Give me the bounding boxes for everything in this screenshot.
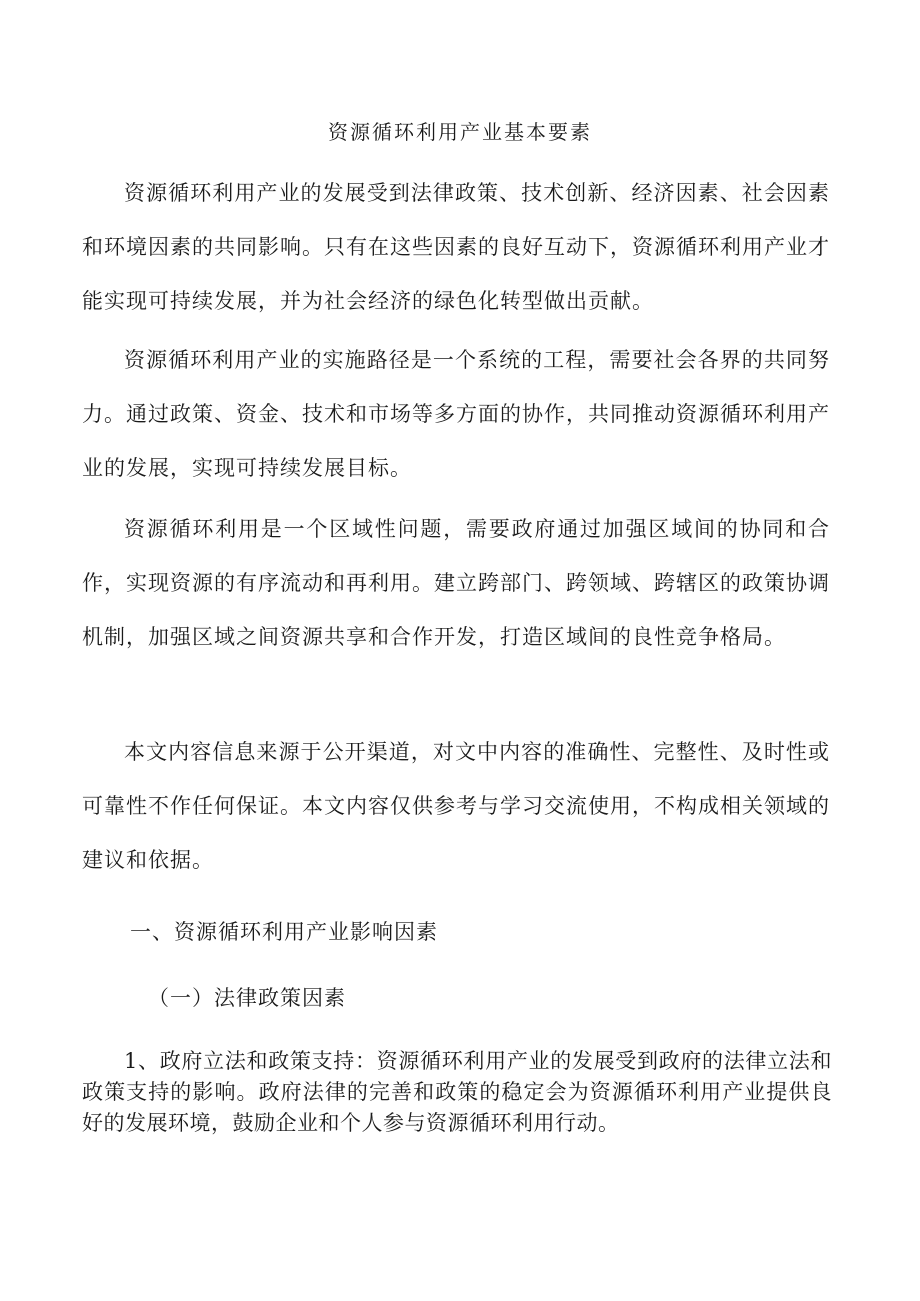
subsection-heading: （一）法律政策因素 — [148, 986, 346, 1010]
document-title: 资源循环利用产业基本要素 — [328, 120, 592, 144]
section-heading: 一、资源循环利用产业影响因素 — [130, 920, 438, 944]
paragraph-disclaimer: 本文内容信息来源于公开渠道，对文中内容的准确性、完整性、及时性或可靠性不作任何保证。本文内容仅供参考与学习交流使用，不构成相关领域的建议和依据。 — [82, 740, 830, 872]
paragraph-influencing-factors: 资源循环利用产业的发展受到法律政策、技术创新、经济因素、社会因素和环境因素的共同影响。只有在这些因素的良好互动下，资源循环利用产业才能实现可持续发展，并为社会经济的绿色化转型做出贡献。 — [82, 181, 830, 313]
paragraph-implementation-path: 资源循环利用产业的实施路径是一个系统的工程，需要社会各界的共同努力。通过政策、资金、技术和市场等多方面的协作，共同推动资源循环利用产业的发展，实现可持续发展目标。 — [82, 348, 830, 480]
paragraph-regional-cooperation: 资源循环利用是一个区域性问题，需要政府通过加强区域间的协同和合作，实现资源的有序流动和再利用。建立跨部门、跨领域、跨辖区的政策协调机制，加强区域之间资源共享和合作开发，打造区域间的良性竞争格局。 — [82, 517, 830, 649]
item-paragraph-government-legislation: 1、政府立法和政策支持：资源循环利用产业的发展受到政府的法律立法和政策支持的影响。政府法律的完善和政策的稳定会为资源循环利用产业提供良好的发展环境，鼓励企业和个人参与资源循环利用行动。 — [82, 1049, 832, 1135]
